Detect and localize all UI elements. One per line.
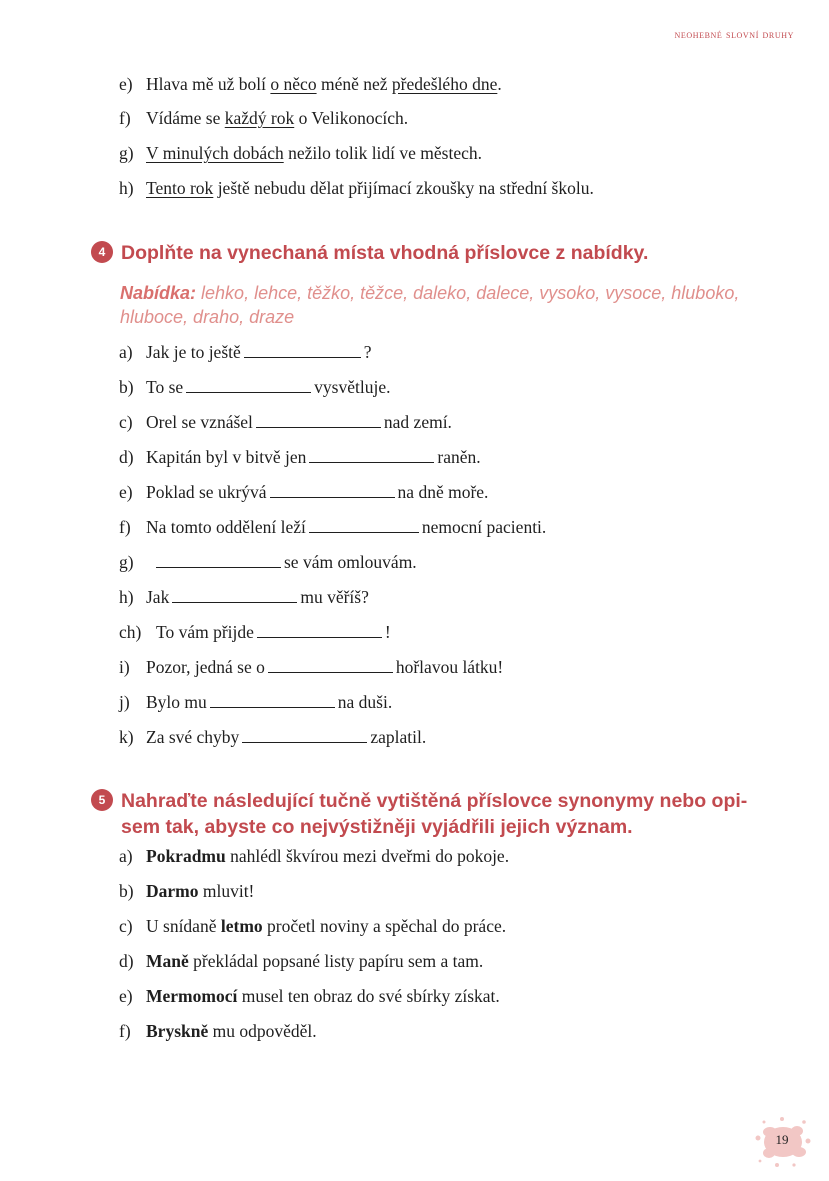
task4-item-d: d) Kapitán byl v bitvě jen raněn.	[119, 447, 481, 467]
task5-item-a: a) Pokradmu nahlédl škvírou mezi dveřmi do pokoje.	[119, 846, 510, 866]
blank-line[interactable]	[257, 622, 382, 638]
task-number-badge: 4	[91, 241, 113, 263]
blank-line[interactable]	[244, 342, 361, 358]
blank-line[interactable]	[242, 727, 367, 743]
blank-line[interactable]	[270, 482, 395, 498]
blank-line[interactable]	[156, 552, 281, 568]
task5-item-b: b) Darmo mluvit!	[119, 881, 255, 901]
offer-label: Nabídka:	[120, 283, 197, 303]
bold-adverb: Darmo	[146, 881, 199, 901]
blank-line[interactable]	[309, 517, 419, 533]
task4-item-ch: ch) To vám přijde !	[119, 622, 391, 642]
blank-line[interactable]	[309, 447, 434, 463]
task4-item-a: a) Jak je to ještě ?	[119, 342, 372, 362]
task5-item-e: e) Mermomocí musel ten obraz do své sbírky získat.	[119, 986, 500, 1006]
blank-line[interactable]	[172, 587, 297, 603]
task4-item-c: c) Orel se vznášel nad zemí.	[119, 412, 452, 432]
blank-line[interactable]	[268, 657, 393, 673]
underlined-phrase: V minulých dobách	[146, 143, 284, 163]
underlined-phrase: každý rok	[224, 108, 295, 128]
page-number: 19	[775, 1132, 789, 1147]
bold-adverb: Bryskně	[146, 1021, 209, 1041]
task4-item-h: h) Jak mu věříš?	[119, 587, 369, 607]
task4-item-e: e) Poklad se ukrývá na dně moře.	[119, 482, 489, 502]
blank-line[interactable]	[210, 692, 335, 708]
task4-item-j: j) Bylo mu na duši.	[119, 692, 393, 712]
task5-heading	[91, 788, 747, 840]
task5-item-f: f) Bryskně mu odpověděl.	[119, 1021, 317, 1041]
task5-item-c: c) U snídaně letmo pročetl noviny a spěchal do práce.	[119, 916, 507, 936]
task4-item-i: i) Pozor, jedná se o hořlavou látku!	[119, 657, 504, 677]
task5-item-d: d) Maně překládal popsané listy papíru sem a tam.	[119, 951, 484, 971]
bold-adverb: Mermomocí	[146, 986, 238, 1006]
task4-item-f: f) Na tomto oddělení leží nemocní pacienti.	[119, 517, 547, 537]
underlined-phrase: Tento rok	[146, 178, 214, 198]
task-number-badge: 5	[91, 789, 113, 811]
task4-item-b: b) To se vysvětluje.	[119, 377, 391, 397]
word-offer	[120, 281, 770, 329]
offer-words: lehko, lehce, těžko, těžce, daleko, dalece, vysoko, vysoce, hluboko, hluboce, draho, draze	[120, 283, 740, 327]
underlined-phrase: o něco	[270, 74, 317, 94]
task4-item-k: k) Za své chyby zaplatil.	[119, 727, 427, 747]
bold-adverb: Pokradmu	[146, 846, 226, 866]
blank-line[interactable]	[256, 412, 381, 428]
bold-adverb: letmo	[220, 916, 263, 936]
task3-item-g: g) V minulých dobách nežilo tolik lidí ve městech.	[119, 143, 483, 163]
task3-item-f: f) Vídáme se každý rok o Velikonocích.	[119, 108, 409, 128]
task4-heading	[91, 240, 648, 266]
task-title: Nahraďte následující tučně vytištěná příslovce synonymy nebo opi- sem tak, abyste co nejvýstižněji vyjádřili jejich význam.	[121, 790, 748, 838]
blank-line[interactable]	[186, 377, 311, 393]
underlined-phrase: předešlého dne	[391, 74, 498, 94]
task3-item-e: e) Hlava mě už bolí o něco méně než předešlého dne.	[119, 74, 502, 94]
bold-adverb: Maně	[146, 951, 189, 971]
task3-item-h: h) Tento rok ještě nebudu dělat přijímací zkoušky na střední školu.	[119, 178, 594, 198]
task-title: Doplňte na vynechaná místa vhodná příslovce z nabídky.	[121, 242, 649, 264]
running-head: neohebné slovní druhy	[674, 27, 794, 41]
task4-item-g: g) se vám omlouvám.	[119, 552, 417, 572]
